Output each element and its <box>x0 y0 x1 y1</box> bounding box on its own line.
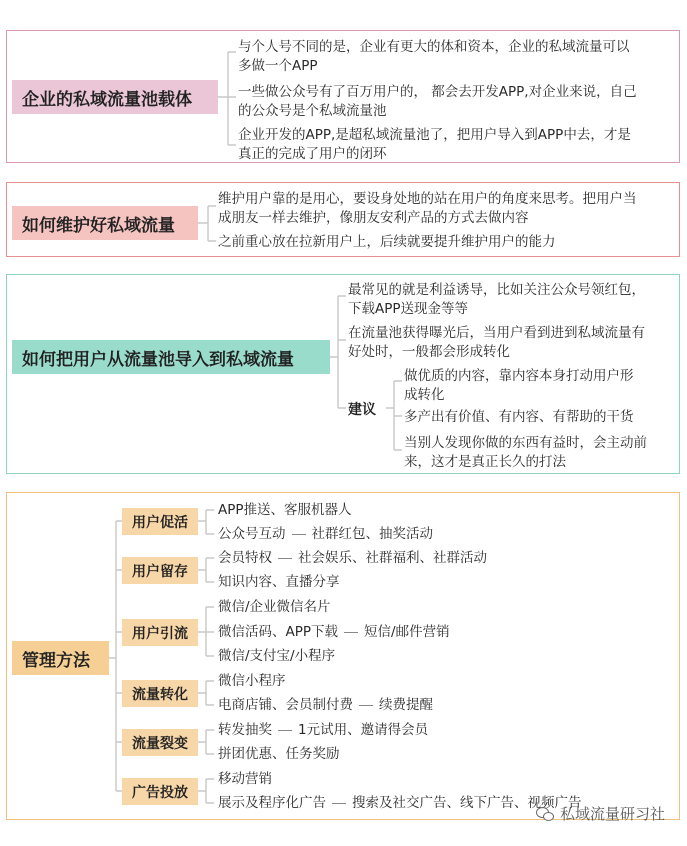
cat5-row-1: 转发抽奖 1元试用、邀请得会员 <box>218 722 429 738</box>
cat6-row-2: 展示及程序化广告 搜索及社交广告、线下广告、视频广告 <box>218 795 582 811</box>
category-user-retention: 用户留存 <box>122 557 198 584</box>
s3-advice-3: 当别人发现你做的东西有益时，会主动前 来，这才是真正长久的打法 <box>404 435 647 470</box>
cat1-row-1: APP推送、客服机器人 <box>218 502 352 518</box>
cat3-row-1: 微信/企业微信名片 <box>218 599 331 615</box>
s3-item-1: 最常见的就是利益诱导，比如关注公众号领红包， 下载APP送现金等等 <box>348 282 645 317</box>
cat4-row-1: 微信小程序 <box>218 673 286 689</box>
category-traffic-conversion: 流量转化 <box>122 680 198 707</box>
s1-item-1: 与个人号不同的是，企业有更大的体和资本，企业的私域流量可以 多做一个APP <box>238 39 630 74</box>
cat2-row-1: 会员特权 社会娱乐、社群福利、社群活动 <box>218 550 487 566</box>
s3-advice-2: 多产出有价值、有内容、有帮助的干货 <box>404 409 634 425</box>
cat1-row-2: 公众号互动 社群红包、抽奖活动 <box>218 526 433 542</box>
cat3-row-2: 微信活码、APP下载 短信/邮件营销 <box>218 624 450 640</box>
watermark-text: 私域流量研习社 <box>559 805 665 823</box>
cat5-row-2: 拼团优惠、任务奖励 <box>218 746 340 762</box>
category-user-activation: 用户促活 <box>122 508 198 535</box>
s2-item-1: 维护用户靠的是用心，要设身处地的站在用户的角度来思考。把用户当 成朋友一样去维护，像朋友安利产品的方式去做内容 <box>218 191 637 226</box>
category-traffic-fission: 流量裂变 <box>122 729 198 756</box>
section-1-title: 企业的私域流量池载体 <box>12 80 218 114</box>
cat6-row-1: 移动营销 <box>218 771 272 787</box>
section-2-title: 如何维护好私域流量 <box>12 206 198 240</box>
s3-item-2: 在流量池获得曝光后，当用户看到进到私域流量有 好处时，一般都会形成转化 <box>348 325 645 360</box>
cat3-row-3: 微信/支付宝/小程序 <box>218 648 336 664</box>
wechat-icon <box>536 807 554 821</box>
section-4-title: 管理方法 <box>12 641 109 675</box>
section-3-title: 如何把用户从流量池导入到私域流量 <box>12 340 330 374</box>
category-user-acquisition: 用户引流 <box>122 619 198 646</box>
advice-label: 建议 <box>348 402 376 418</box>
s3-advice-1: 做优质的内容，靠内容本身打动用户形 成转化 <box>404 368 634 403</box>
s1-item-2: 一些做公众号有了百万用户的， 都会去开发APP,对企业来说，自己 的公众号是个私域流量池 <box>238 84 637 119</box>
cat2-row-2: 知识内容、直播分享 <box>218 574 340 590</box>
category-advertising: 广告投放 <box>122 778 198 805</box>
watermark <box>536 803 665 824</box>
s1-item-3: 企业开发的APP,是超私域流量池了，把用户导入到APP中去，才是 真正的完成了用户的闭环 <box>238 127 631 162</box>
s2-item-2: 之前重心放在拉新用户上，后续就要提升维护用户的能力 <box>218 234 556 250</box>
cat4-row-2: 电商店铺、会员制付费 续费提醒 <box>218 697 433 713</box>
